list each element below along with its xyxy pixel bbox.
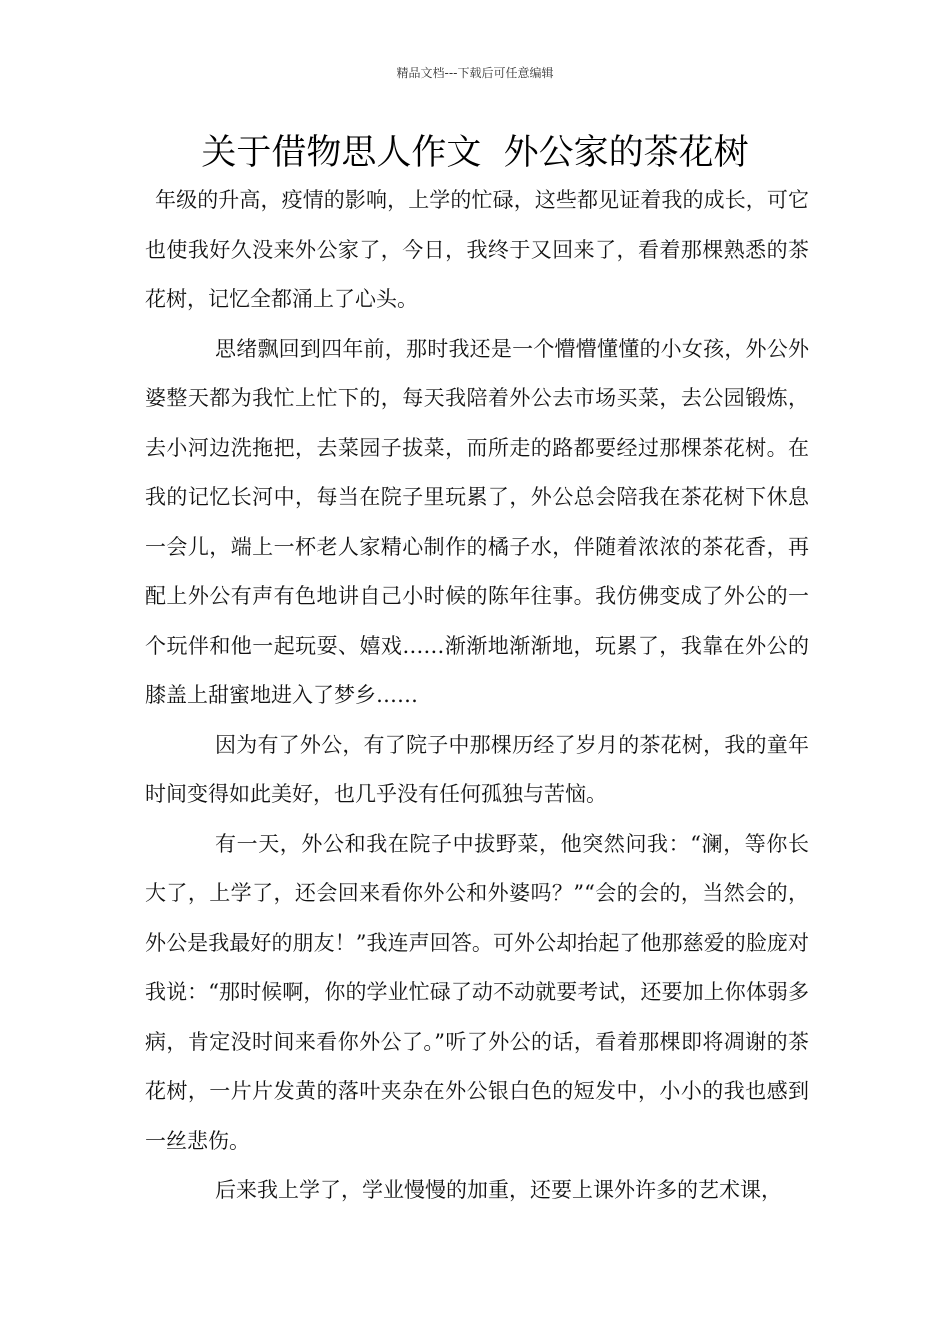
document-title: 关于借物思人作文 外公家的茶花树 <box>201 133 749 173</box>
paragraph-4: 有一天，外公和我在院子中拔野菜，他突然问我：“澜，等你长大了，上学了，还会回来看你外公和外婆吗？”“会的会的，当然会的，外公是我最好的朋友！”我连声回答。可外公却抬起了他那慈爱的脸庞对我说：“那时候啊，你的学业忙碌了动不动就要考试，还要加上你体弱多病，肯定没时间来看你外公了。”听了外公的话，看着那棵即将凋谢的茶花树，一片片发黄的落叶夹杂在外公银白色的短发中，小小的我也感到一丝悲伤。 <box>145 831 809 1153</box>
page-header: 精品文档---下载后可任意编辑 <box>396 66 554 80</box>
paragraph-1: 年级的升高，疫情的影响，上学的忙碌，这些都见证着我的成长，可它也使我好久没来外公家了，今日，我终于又回来了，看着那棵熟悉的茶花树，记忆全都涌上了心头。 <box>145 188 809 311</box>
paragraph-2: 思绪飘回到四年前，那时我还是一个懵懵懂懂的小女孩，外公外婆整天都为我忙上忙下的，每天我陪着外公去市场买菜，去公园锻炼，去小河边洗拖把，去菜园子拔菜，而所走的路都要经过那棵茶花树。在我的记忆长河中，每当在院子里玩累了，外公总会陪我在茶花树下休息一会儿，端上一杯老人家精心制作的橘子水，伴随着浓浓的茶花香，再配上外公有声有色地讲自己小时候的陈年往事。我仿佛变成了外公的一个玩伴和他一起玩耍、嬉戏……渐渐地渐渐地，玩累了，我靠在外公的膝盖上甜蜜地进入了梦乡…… <box>145 336 809 707</box>
paragraph-3: 因为有了外公，有了院子中那棵历经了岁月的茶花树，我的童年时间变得如此美好，也几乎没有任何孤独与苦恼。 <box>145 732 809 806</box>
document-body <box>145 176 809 1216</box>
paragraph-5: 后来我上学了，学业慢慢的加重，还要上课外许多的艺术课， <box>215 1178 782 1202</box>
